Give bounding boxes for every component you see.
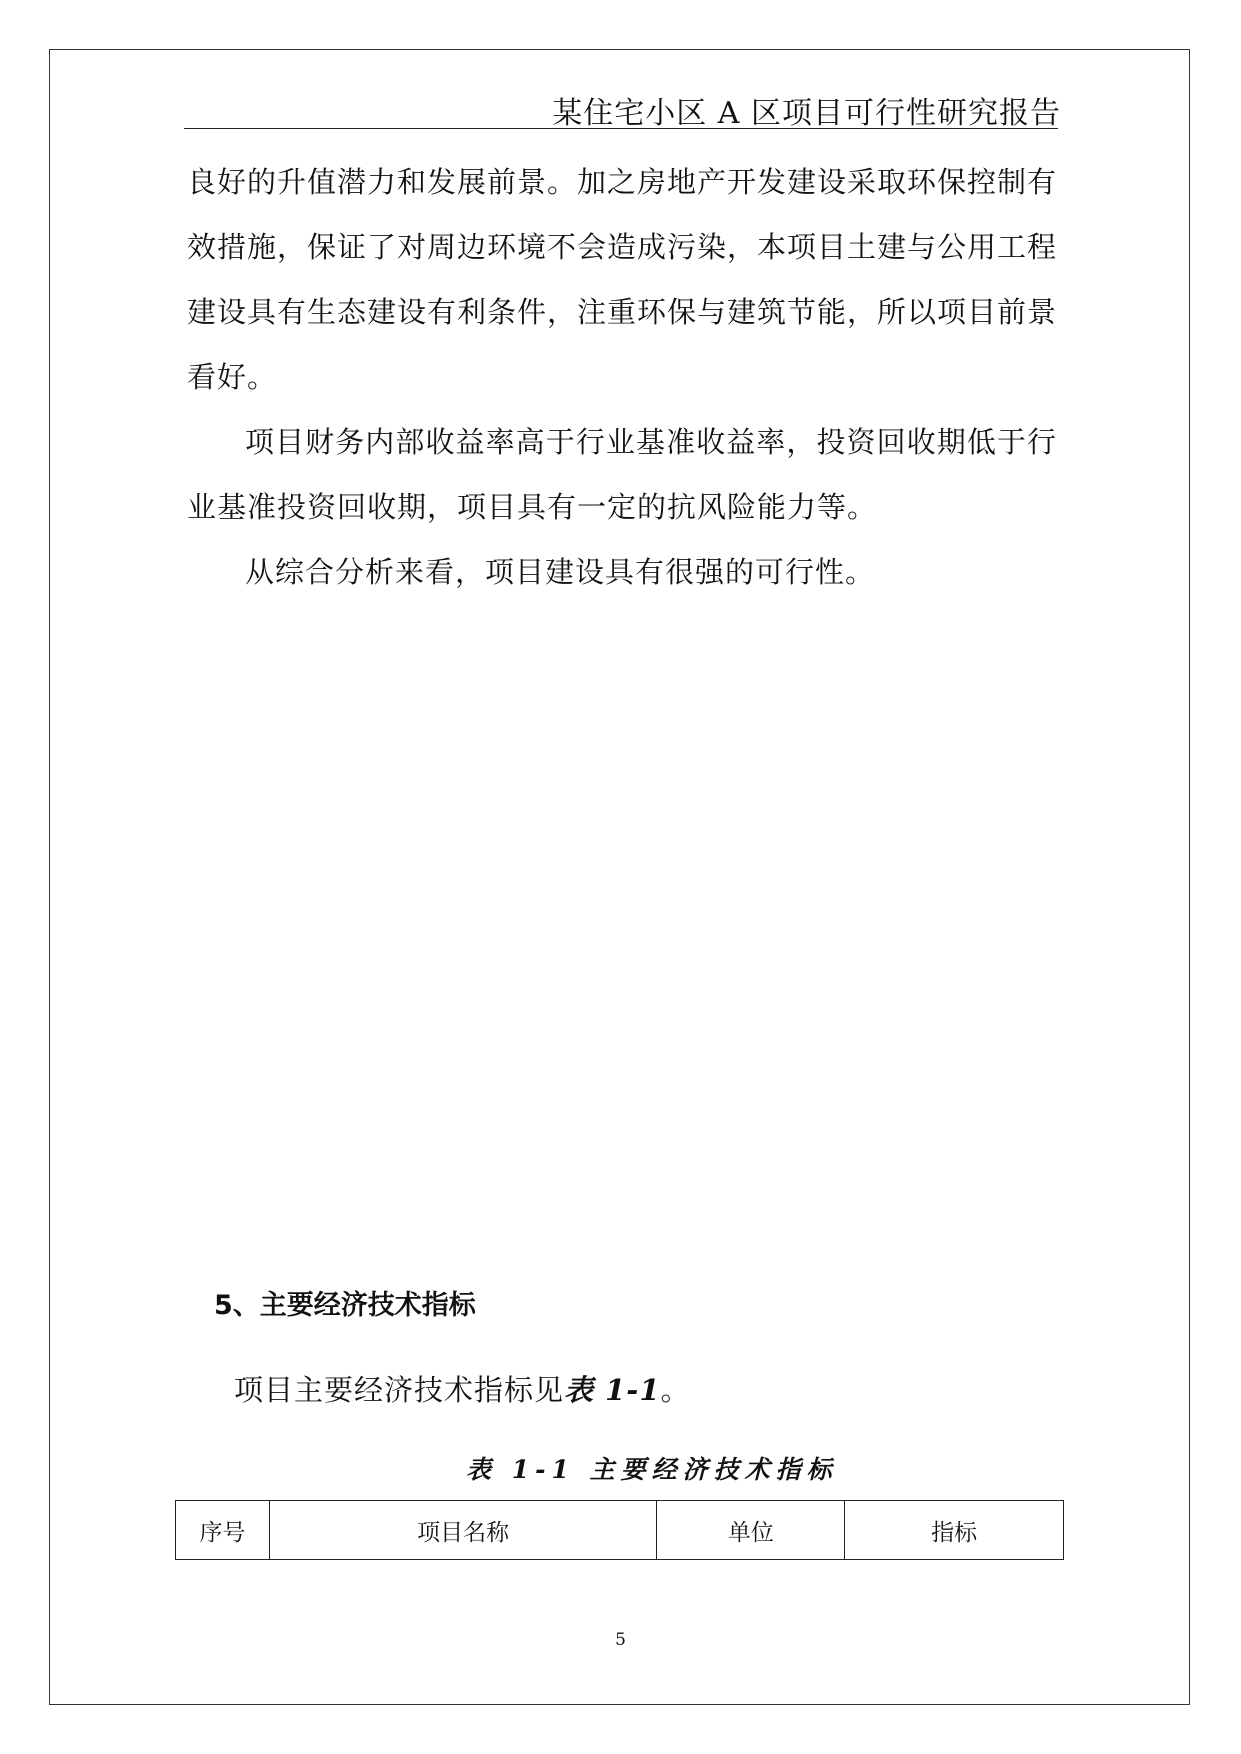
- header-divider: [184, 128, 1058, 129]
- indicator-table: [175, 1500, 1064, 1560]
- page-number: 5: [615, 1630, 626, 1650]
- table-header-row: [176, 1501, 1064, 1560]
- table-reference-link: 表 1-1: [564, 1373, 661, 1407]
- table-reference-sentence: [234, 1368, 691, 1409]
- reference-punctuation: 。: [660, 1373, 691, 1407]
- table-caption: 表 1-1 主要经济技术指标: [466, 1455, 838, 1484]
- paragraph: 良好的升值潜力和发展前景。加之房地产开发建设采取环保控制有效措施，保证了对周边环境不会造成污染，本项目土建与公用工程建设具有生态建设有利条件，注重环保与建筑节能，所以项目前景看好。: [187, 165, 1058, 394]
- column-header-indicator: 指标: [845, 1501, 1064, 1560]
- page-header-title: 某住宅小区 A 区项目可行性研究报告: [552, 96, 1061, 131]
- body-text: [187, 150, 1057, 605]
- column-header-item-name: 项目名称: [269, 1501, 657, 1560]
- column-header-index: 序号: [176, 1501, 270, 1560]
- paragraph: 项目财务内部收益率高于行业基准收益率，投资回收期低于行业基准投资回收期，项目具有一定的抗风险能力等。: [187, 425, 1057, 524]
- reference-text: 项目主要经济技术指标见: [234, 1373, 565, 1407]
- column-header-unit: 单位: [657, 1501, 845, 1560]
- section-heading: 5、主要经济技术指标: [214, 1290, 476, 1321]
- paragraph: 从综合分析来看，项目建设具有很强的可行性。: [245, 555, 876, 589]
